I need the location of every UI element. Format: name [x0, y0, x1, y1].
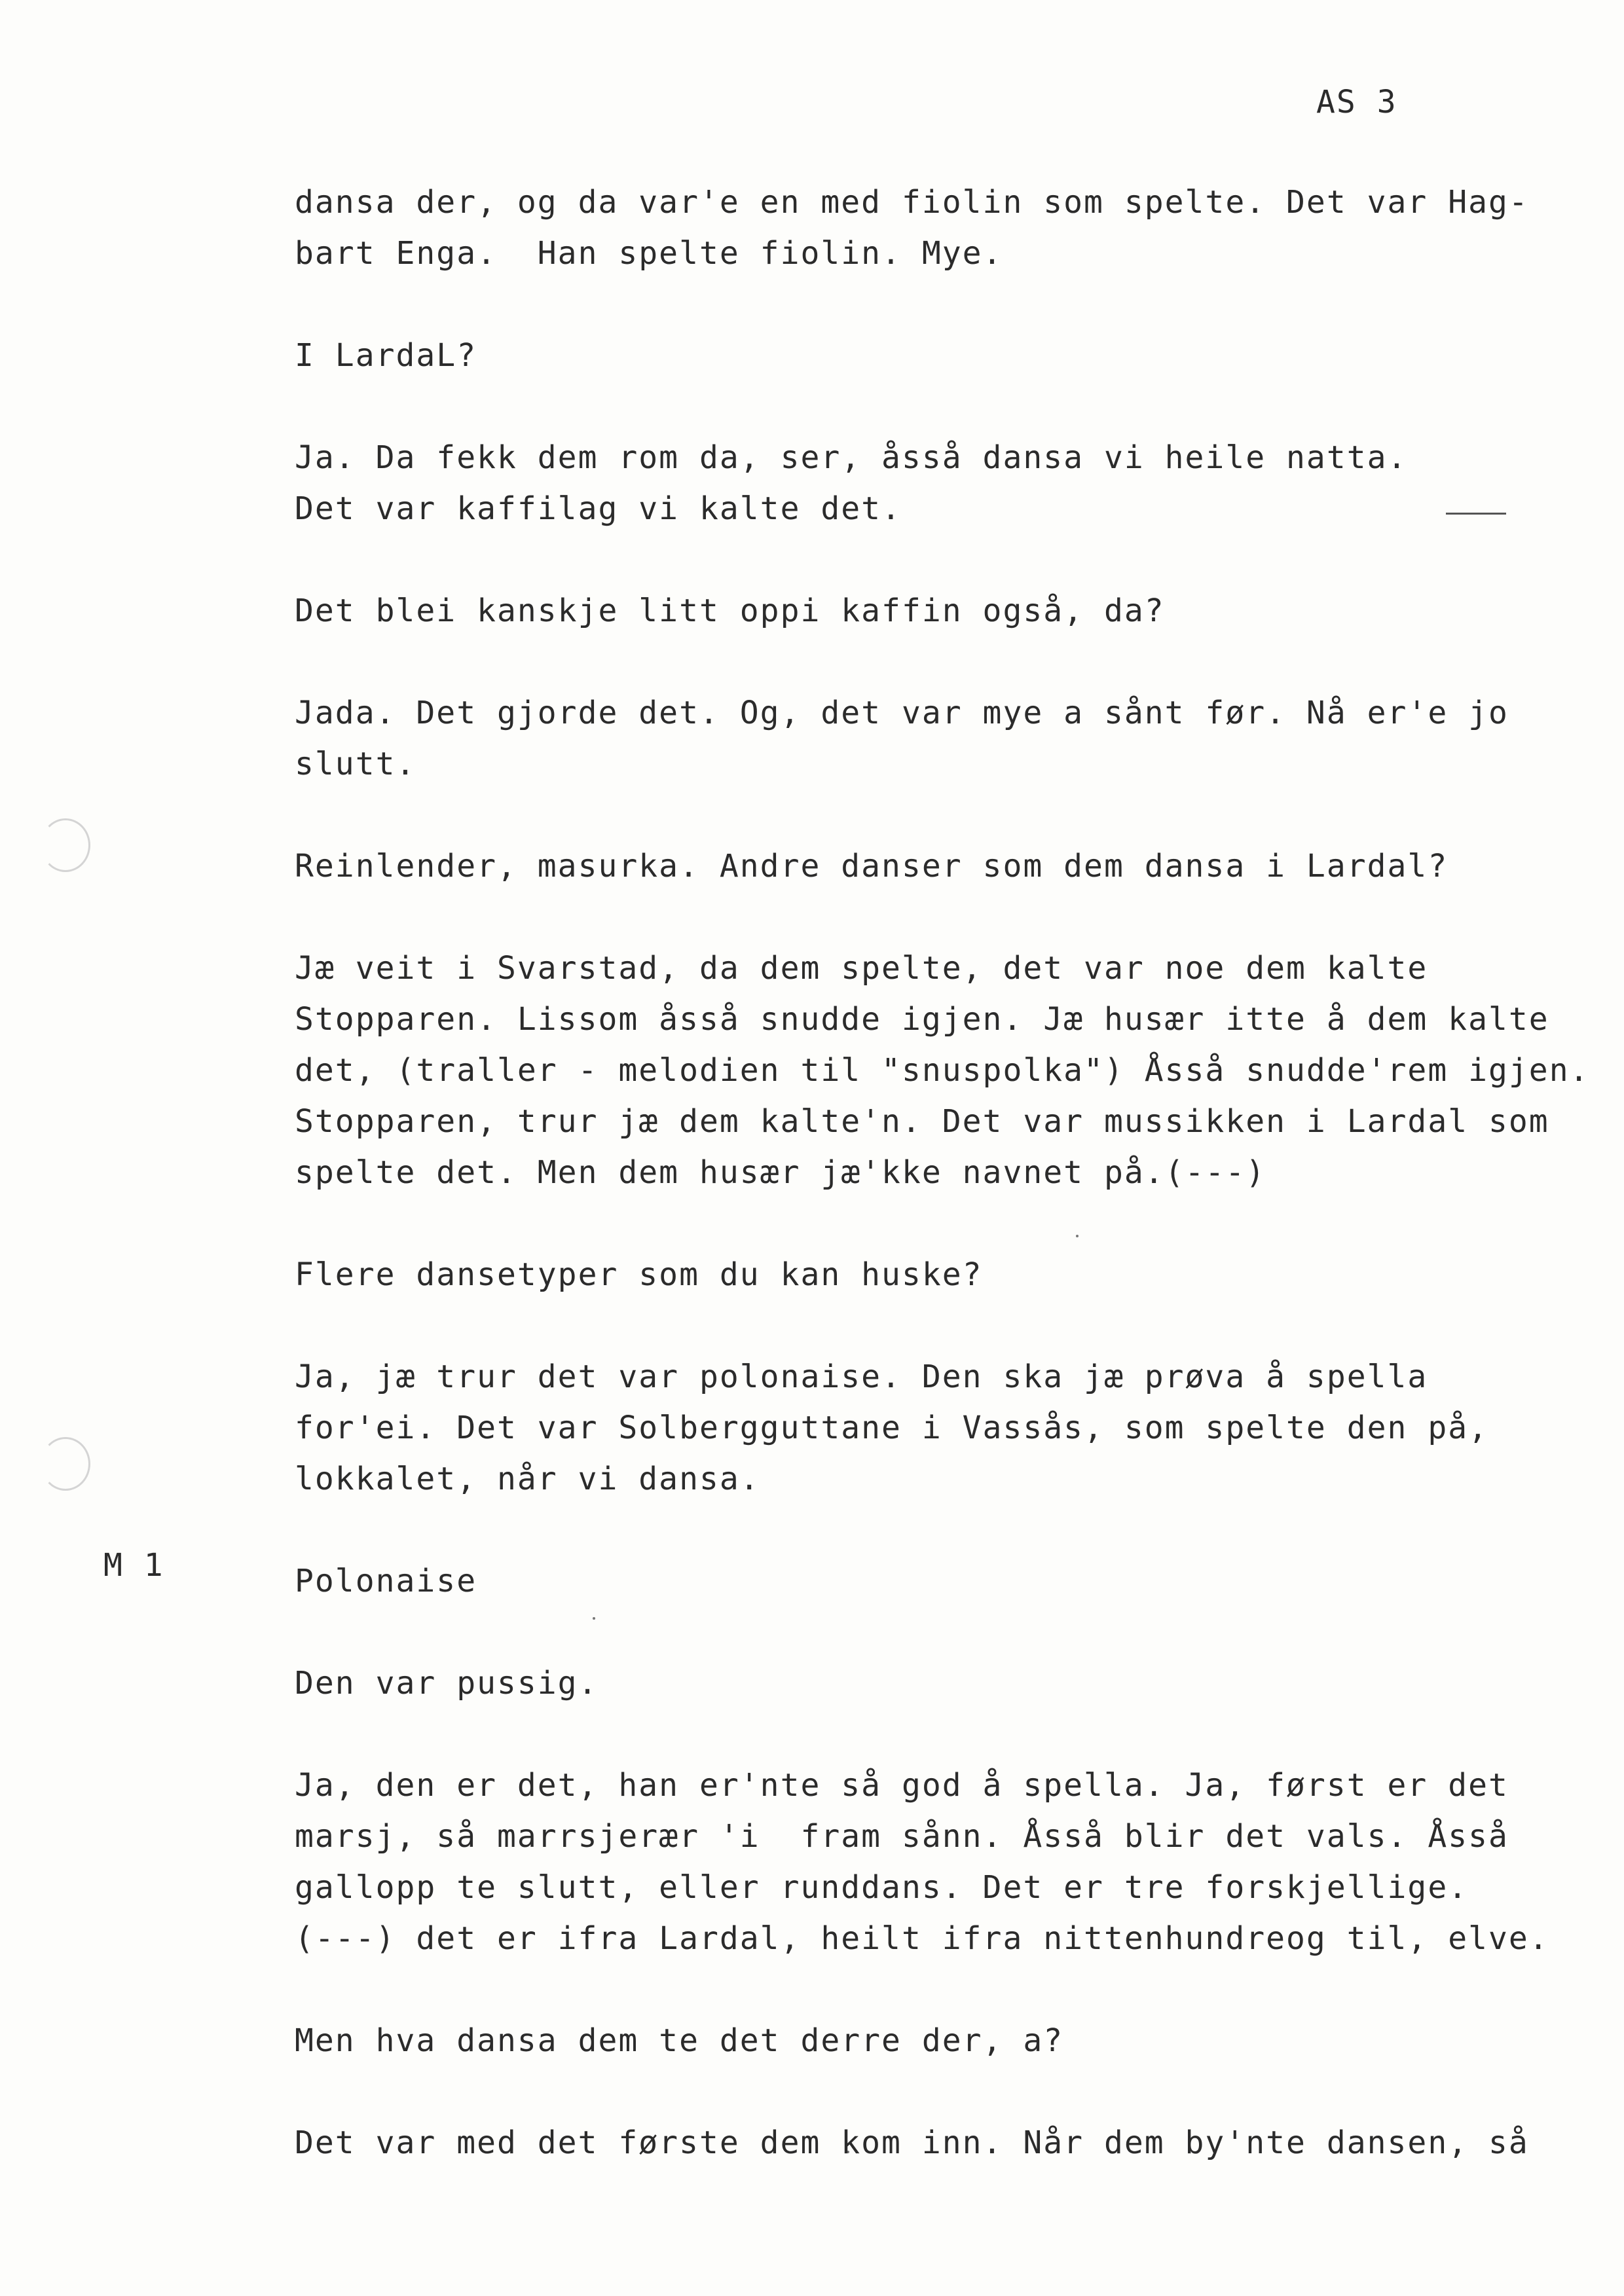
- page-number: AS 3: [1316, 84, 1397, 120]
- text-line: Det var med det første dem kom inn. Når dem by'nte dansen, så: [295, 2124, 1529, 2161]
- text-line: spelte det. Men dem husær jæ'kke navnet på.(---): [295, 1154, 1266, 1191]
- paragraph: [295, 1556, 1598, 1607]
- paragraph: [295, 1249, 1598, 1300]
- paragraph: [295, 943, 1598, 1198]
- paragraph: [295, 177, 1598, 279]
- paragraph: [295, 1351, 1598, 1504]
- text-line: bart Enga. Han spelte fiolin. Mye.: [295, 235, 1003, 272]
- text-line: Jada. Det gjorde det. Og, det var mye a sånt før. Nå er'e jo: [295, 695, 1509, 731]
- punch-hole-top: [41, 818, 90, 872]
- text-line: for'ei. Det var Solbergguttane i Vassås, som spelte den på,: [295, 1410, 1489, 1446]
- paragraph: [295, 841, 1598, 892]
- text-line: Stopparen. Lissom åsså snudde igjen. Jæ husær itte å dem kalte: [295, 1001, 1549, 1038]
- text-line: (---) det er ifra Lardal, heilt ifra nittenhundreog til, elve.: [295, 1920, 1549, 1957]
- text-line: Polonaise: [295, 1563, 477, 1599]
- paragraph: [295, 1760, 1598, 1964]
- text-line: det, (traller - melodien til "snuspolka") Åsså snudde'rem igjen.: [295, 1052, 1590, 1089]
- text-line: marsj, så marrsjerær 'i fram sånn. Åsså blir det vals. Åsså: [295, 1818, 1509, 1855]
- paragraph: [295, 330, 1598, 381]
- text-line: Det blei kanskje litt oppi kaffin også, da?: [295, 592, 1165, 629]
- text-line: Ja, jæ trur det var polonaise. Den ska jæ prøva å spella: [295, 1358, 1428, 1395]
- margin-note: M 1: [103, 1547, 164, 1584]
- text-line: Men hva dansa dem te det derre der, a?: [295, 2022, 1064, 2059]
- paragraph: [295, 432, 1598, 534]
- text-line: gallopp te slutt, eller runddans. Det er tre forskjellige.: [295, 1869, 1469, 1906]
- paragraph: [295, 585, 1598, 636]
- text-line: Jæ veit i Svarstad, da dem spelte, det var noe dem kalte: [295, 950, 1428, 987]
- text-line: Reinlender, masurka. Andre danser som dem dansa i Lardal?: [295, 848, 1449, 884]
- text-line: Stopparen, trur jæ dem kalte'n. Det var mussikken i Lardal som: [295, 1103, 1549, 1140]
- paragraph: [295, 1658, 1598, 1709]
- paragraph: [295, 687, 1598, 790]
- text-line: lokkalet, når vi dansa.: [295, 1461, 760, 1497]
- text-line: Ja, den er det, han er'nte så god å spella. Ja, først er det: [295, 1767, 1509, 1804]
- text-line: Den var pussig.: [295, 1665, 599, 1702]
- text-line: Det var kaffilag vi kalte det.: [295, 490, 902, 527]
- text-line: slutt.: [295, 746, 416, 782]
- text-line: dansa der, og da var'e en med fiolin som spelte. Det var Hag-: [295, 184, 1529, 221]
- text-line: Ja. Da fekk dem rom da, ser, åsså dansa vi heile natta.: [295, 439, 1408, 476]
- text-line: I LardaL?: [295, 337, 477, 374]
- punch-hole-bottom: [41, 1437, 90, 1491]
- paragraph: [295, 2015, 1598, 2066]
- paragraph: [295, 2117, 1598, 2168]
- text-line: Flere dansetyper som du kan huske?: [295, 1256, 983, 1293]
- transcript-body: [295, 177, 1598, 2219]
